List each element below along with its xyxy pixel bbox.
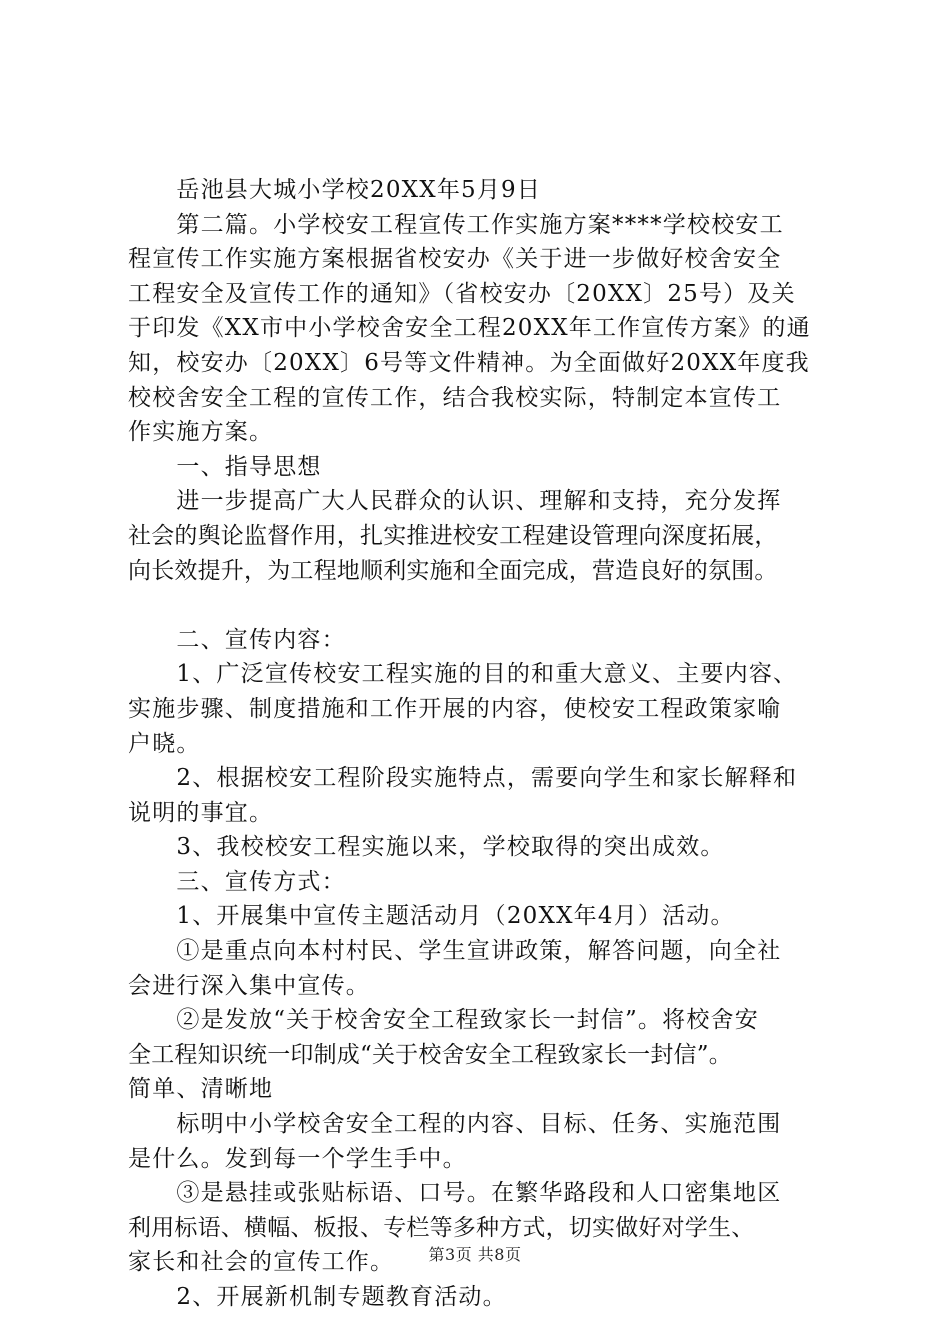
document-body [128, 173, 828, 1315]
text-line: 实施步骤、制度措施和工作开展的内容，使校安工程政策家喻 [128, 695, 782, 722]
section-heading: 一、指导思想 [128, 453, 322, 480]
text-line: 于印发《XX市中小学校舍安全工程20XX年工作宣传方案》的通 [128, 315, 811, 342]
section-heading: 三、宣传方式： [128, 868, 346, 895]
section-heading: 二、宣传内容： [128, 626, 346, 653]
text-line: 社会的舆论监督作用，扎实推进校安工程建设管理向深度拓展， [128, 522, 778, 549]
text-line: 3、我校校安工程实施以来，学校取得的突出成效。 [128, 834, 725, 861]
text-line: 说明的事宜。 [128, 799, 274, 826]
text-line: 1、广泛宣传校安工程实施的目的和重大意义、主要内容、 [128, 661, 798, 688]
text-line: 第二篇。小学校安工程宣传工作实施方案****学校校安工 [128, 211, 784, 238]
text-line: 会进行深入集中宣传。 [128, 972, 370, 999]
text-line: 全工程知识统一印制成“关于校舍安全工程致家长一封信”。 [128, 1041, 732, 1068]
text-line: 作实施方案。 [128, 419, 274, 446]
text-line: ②是发放“关于校舍安全工程致家长一封信”。将校舍安 [128, 1007, 759, 1034]
text-line: 简单、清晰地 [128, 1076, 274, 1103]
text-line: 2、开展新机制专题教育活动。 [128, 1284, 507, 1310]
text-line: 标明中小学校舍安全工程的内容、目标、任务、实施范围 [128, 1111, 782, 1138]
text-line: 2、根据校安工程阶段实施特点，需要向学生和家长解释和 [128, 765, 798, 792]
blank-line [128, 588, 828, 623]
text-line: 工程安全及宣传工作的通知》（省校安办〔20XX〕25号）及关 [128, 280, 796, 307]
text-line: 家长和社会的宣传工作。 [128, 1249, 395, 1276]
text-line: 程宣传工作实施方案根据省校安办《关于进一步做好校舍安全 [128, 246, 782, 273]
text-line: 知，校安办〔20XX〕6号等文件精神。为全面做好20XX年度我 [128, 349, 810, 376]
text-line: 1、开展集中宣传主题活动月（20XX年4月）活动。 [128, 903, 735, 930]
page-number-footer: 第3页 共8页 [428, 1245, 522, 1264]
text-line: 岳池县大城小学校20XX年5月9日 [128, 177, 542, 203]
text-line: 校校舍安全工程的宣传工作，结合我校实际，特制定本宣传工 [128, 384, 782, 411]
text-line: 户晓。 [128, 730, 201, 757]
text-line: ①是重点向本村村民、学生宣讲政策，解答问题，向全社 [128, 938, 782, 965]
text-line: 向长效提升，为工程地顺利实施和全面完成，营造良好的氛围。 [128, 557, 778, 584]
text-line: 进一步提高广大人民群众的认识、理解和支持，充分发挥 [128, 488, 782, 515]
text-line: 是什么。发到每一个学生手中。 [128, 1145, 467, 1172]
text-line: 利用标语、横幅、板报、专栏等多种方式，切实做好对学生、 [128, 1214, 755, 1241]
text-line: ③是悬挂或张贴标语、口号。在繁华路段和人口密集地区 [128, 1180, 782, 1207]
